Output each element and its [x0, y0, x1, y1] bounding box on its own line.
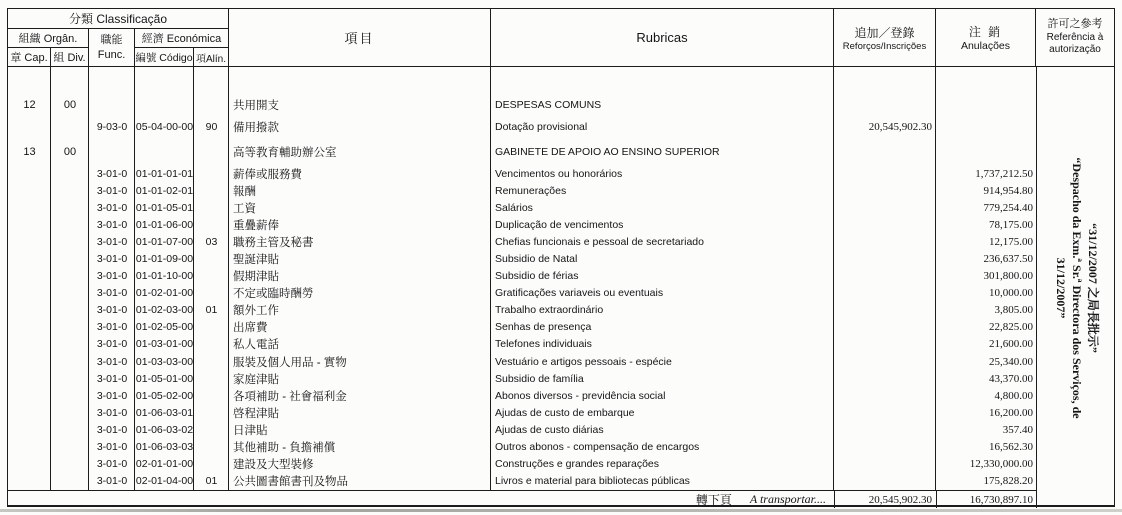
cell-anulacao: 3,805.00: [994, 304, 1033, 317]
header-econ-sub: [135, 48, 228, 66]
table-footer: [8, 490, 1036, 508]
table-row: [8, 319, 1036, 336]
carry-over-label-zh: 轉下頁: [695, 493, 732, 507]
cell-codigo: 02-01-01-00: [135, 458, 194, 471]
header-reference: [1036, 9, 1114, 66]
cell-div: 00: [63, 99, 77, 111]
scan-artifact-edge: [0, 509, 1122, 512]
table-row: [8, 473, 1036, 490]
cell-rubrica: Vestuário e artigos pessoais - espécie: [495, 355, 672, 368]
cell-anulacao: 12,330,000.00: [969, 458, 1033, 471]
cell-anulacao: 12,175.00: [989, 235, 1033, 248]
body-lines: [8, 67, 1036, 490]
cell-anulacao: 16,562.30: [989, 441, 1033, 454]
table-row: [8, 182, 1036, 199]
cell-anulacao: 175,828.20: [983, 475, 1033, 488]
cell-alin: 03: [205, 235, 218, 248]
cell-item: 不定或臨時酬勞: [233, 288, 314, 301]
cell-func: 3-01-0: [96, 253, 128, 266]
header-econ: 經濟 Económica: [135, 29, 228, 48]
cell-rubrica: Outros abonos - compensação de encargos: [495, 441, 700, 454]
cell-item: 建設及大型裝修: [233, 459, 314, 472]
table-row: [8, 115, 1036, 139]
cell-func: 3-01-0: [96, 338, 128, 351]
cell-item: 公共圖書館書刊及物品: [233, 476, 348, 489]
cell-anulacao: 4,800.00: [994, 389, 1033, 402]
carry-over-reforcos-total: 20,545,902.30: [834, 491, 936, 508]
table-row: [8, 268, 1036, 285]
header-anulacoes-pt: Anulações: [960, 40, 1011, 52]
cell-func: 3-01-0: [96, 270, 128, 283]
cell-codigo: 01-05-01-00: [135, 372, 194, 385]
cell-anulacao: 25,340.00: [989, 355, 1033, 368]
cell-item: 私人電話: [233, 339, 279, 352]
budget-table: [7, 8, 1115, 507]
cell-func: 3-01-0: [96, 201, 128, 214]
header-func-zh: 職能: [100, 34, 123, 47]
cell-item: 備用撥款: [233, 122, 279, 134]
cell-rubrica: Abonos diversos - previdência social: [495, 389, 666, 402]
header-alin: 項Alín.: [195, 53, 226, 65]
table-body: [8, 67, 1036, 490]
cell-func: 3-01-0: [96, 184, 128, 197]
cell-item: 假期津貼: [233, 271, 279, 284]
header-div: 組 Div.: [53, 52, 86, 64]
cell-rubrica: Ajudas de custo diárias: [495, 423, 604, 436]
cell-rubrica: DESPESAS COMUNS: [495, 99, 602, 111]
cell-codigo: 02-01-04-00: [135, 475, 194, 488]
cell-codigo: 01-01-10-00: [135, 270, 194, 283]
cell-item: 高等教育輔助辦公室: [233, 147, 337, 159]
cell-item: 薪俸或服務費: [233, 168, 302, 181]
header-codigo: 編號 Código: [135, 48, 194, 66]
table-row: [8, 285, 1036, 302]
header-reforcos-zh: 追加／登錄: [854, 25, 915, 40]
cell-rubrica: Telefones individuais: [495, 338, 592, 351]
header-cap: 章 Cap.: [8, 48, 51, 66]
cell-anulacao: 16,200.00: [989, 406, 1033, 419]
authorization-reference-column: [1036, 67, 1116, 508]
authorization-line-zh: “31/12/2007 之局長批示”: [1085, 222, 1100, 353]
cell-func: 3-01-0: [96, 475, 128, 488]
cell-codigo: 01-06-03-02: [135, 423, 194, 436]
cell-item: 額外工作: [233, 305, 279, 318]
cell-func: 3-01-0: [96, 389, 128, 402]
cell-rubrica: Salários: [495, 201, 533, 214]
cell-codigo: 01-01-07-00: [135, 235, 194, 248]
cell-codigo: 01-01-02-01: [135, 184, 194, 197]
header-anulacoes-zh: 注 銷: [968, 25, 1003, 39]
cell-anulacao: 22,825.00: [989, 321, 1033, 334]
header-classification-group: [8, 9, 229, 66]
cell-alin: 01: [205, 304, 218, 317]
header-reforcos: [834, 9, 936, 66]
cell-anulacao: 357.40: [1002, 423, 1033, 436]
cell-div: 00: [63, 146, 77, 158]
table-row: [8, 199, 1036, 216]
table-row: [8, 165, 1036, 182]
header-organ: 組織 Orgân.: [8, 29, 88, 48]
header-organ-group: [8, 29, 89, 66]
table-row: [8, 421, 1036, 438]
cell-item: 共用開支: [233, 100, 279, 112]
cell-rubrica: Ajudas de custo de embarque: [495, 406, 635, 419]
cell-rubrica: Construções e grandes reparações: [495, 458, 660, 471]
cell-alin: 90: [205, 121, 218, 133]
table-row: [8, 233, 1036, 250]
cell-codigo: 01-03-03-00: [135, 355, 194, 368]
cell-anulacao: 43,370.00: [989, 372, 1033, 385]
cell-item: 職務主管及秘書: [233, 236, 314, 249]
authorization-line-date: 31/12/2007”: [1053, 257, 1068, 318]
cell-item: 日津貼: [233, 424, 268, 437]
table-row: [8, 439, 1036, 456]
cell-codigo: 01-06-03-03: [135, 441, 194, 454]
cell-rubrica: Subsidio de família: [495, 372, 584, 385]
cell-item: 報酬: [233, 185, 256, 198]
cell-func: 3-01-0: [96, 441, 128, 454]
cell-codigo: 01-01-09-00: [135, 253, 194, 266]
cell-anulacao: 779,254.40: [983, 201, 1033, 214]
header-econ-group: [135, 29, 228, 66]
cell-item: 出席費: [233, 322, 268, 335]
carry-over-label: [8, 491, 834, 508]
cell-item: 各項補助 - 社會福利金: [233, 390, 347, 403]
cell-rubrica: Chefias funcionais e pessoal de secretariado: [495, 235, 704, 248]
cell-rubrica: Livros e material para bibliotecas públicas: [495, 475, 690, 488]
table-row: [8, 302, 1036, 319]
table-row: [8, 336, 1036, 353]
header-anulacoes: [936, 9, 1036, 66]
header-item: 項目: [229, 9, 491, 66]
cell-anulacao: 914,954.80: [983, 184, 1033, 197]
cell-func: 3-01-0: [96, 406, 128, 419]
table-row: [8, 456, 1036, 473]
cell-codigo: 01-01-01-01: [135, 167, 194, 180]
header-reference-pt1: Referência à: [1046, 31, 1104, 43]
cell-codigo: 05-04-00-00: [135, 121, 194, 133]
cell-codigo: 01-02-01-00: [135, 287, 194, 300]
table-row: [8, 404, 1036, 421]
cell-func: 3-01-0: [96, 372, 128, 385]
cell-item: 家庭津貼: [233, 373, 279, 386]
cell-func: 3-01-0: [96, 218, 128, 231]
cell-func: 3-01-0: [96, 423, 128, 436]
table-row: [8, 95, 1036, 115]
cell-func: 9-03-0: [96, 121, 128, 133]
cell-codigo: 01-01-05-01: [135, 201, 194, 214]
cell-codigo: 01-02-05-00: [135, 321, 194, 334]
carry-over-label-pt: A transportar....: [749, 492, 826, 506]
cell-rubrica: Senhas de presença: [495, 321, 592, 334]
cell-rubrica: Trabalho extraordinário: [495, 304, 604, 317]
cell-codigo: 01-02-03-00: [135, 304, 194, 317]
cell-rubrica: Subsidio de Natal: [495, 253, 578, 266]
table-header: [8, 9, 1114, 67]
cell-anulacao: 10,000.00: [989, 287, 1033, 300]
cell-anulacao: 21,600.00: [989, 338, 1033, 351]
cell-func: 3-01-0: [96, 458, 128, 471]
header-rubricas: Rubricas: [491, 9, 834, 66]
cell-rubrica: Vencimentos ou honorários: [495, 167, 623, 180]
cell-codigo: 01-05-02-00: [135, 389, 194, 402]
header-reforcos-pt: Reforços/Inscrições: [842, 40, 927, 52]
cell-anulacao: 78,175.00: [989, 218, 1033, 231]
cell-codigo: 01-01-06-00: [135, 218, 194, 231]
cell-codigo: 01-03-01-00: [135, 338, 194, 351]
header-reference-zh: 許可之參考: [1047, 18, 1103, 31]
cell-rubrica: Duplicação de vencimentos: [495, 218, 624, 231]
cell-item: 重疊薪俸: [233, 219, 279, 232]
table-row: [8, 139, 1036, 165]
cell-func: 3-01-0: [96, 235, 128, 248]
cell-anulacao: 301,800.00: [983, 270, 1033, 283]
table-row: [8, 216, 1036, 233]
header-classification-sub: [8, 29, 228, 66]
cell-rubrica: Gratificações variaveis ou eventuais: [495, 287, 664, 300]
authorization-reference-text: [1053, 73, 1101, 503]
cell-anulacao: 1,737,212.50: [975, 167, 1033, 180]
table-row: [8, 387, 1036, 404]
cell-item: 服裝及個人用品 - 實物: [233, 356, 347, 369]
header-func: [89, 29, 135, 66]
cell-rubrica: Remunerações: [495, 184, 567, 197]
header-organ-sub: [8, 48, 88, 66]
header-classification: 分類 Classificação: [8, 9, 228, 29]
authorization-line-pt: “Despacho da Exm.ª Sr.ª Directora dos Serviços, de: [1069, 156, 1084, 419]
cell-reforco: 20,545,902.30: [868, 121, 932, 133]
header-func-pt: Func.: [97, 48, 126, 61]
table-row: [8, 370, 1036, 387]
table-row: [8, 250, 1036, 267]
carry-over-anulacoes-total: 16,730,897.10: [936, 491, 1036, 508]
cell-item: 工資: [233, 202, 256, 215]
cell-rubrica: Dotação provisional: [495, 121, 588, 133]
cell-cap: 13: [23, 146, 36, 158]
cell-item: 其他補助 - 負擔補償: [233, 442, 336, 455]
cell-rubrica: GABINETE DE APOIO AO ENSINO SUPERIOR: [495, 146, 720, 158]
cell-rubrica: Subsidio de férias: [495, 270, 579, 283]
cell-codigo: 01-06-03-01: [135, 406, 194, 419]
cell-func: 3-01-0: [96, 304, 128, 317]
cell-func: 3-01-0: [96, 321, 128, 334]
header-reference-pt2: autorização: [1049, 44, 1101, 56]
table-row: [8, 353, 1036, 370]
cell-func: 3-01-0: [96, 355, 128, 368]
cell-item: 聖誕津貼: [233, 254, 279, 267]
cell-cap: 12: [23, 99, 36, 111]
cell-anulacao: 236,637.50: [983, 253, 1033, 266]
cell-func: 3-01-0: [96, 167, 128, 180]
cell-alin: 01: [205, 475, 218, 488]
cell-item: 啓程津貼: [233, 407, 279, 420]
cell-func: 3-01-0: [96, 287, 128, 300]
